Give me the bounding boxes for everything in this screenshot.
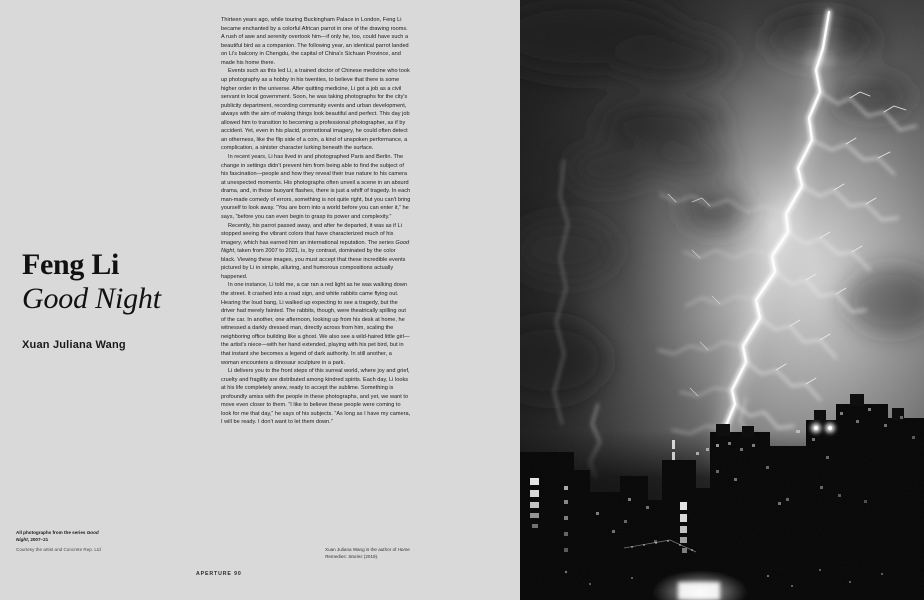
page-folio: APERTURE 90 bbox=[196, 571, 242, 577]
page-title-artist: Feng Li bbox=[22, 248, 120, 281]
title-block bbox=[22, 250, 212, 314]
credit-line-2-prefix: the series bbox=[63, 530, 87, 535]
page-title-series: Good Night bbox=[22, 281, 161, 315]
author-bio-book-title: Home Remedies: Stories bbox=[325, 547, 410, 560]
photograph-canvas bbox=[520, 0, 924, 600]
photograph-lightning-cityscape bbox=[520, 0, 924, 600]
article-paragraph: Li delivers you to the front steps of this surreal world, where joy and grief, cruelty and fragility are distributed among kindred spirits. Each day, Li looks at his life completely anew, ready to accept the sublime. Something is profoundly amiss with the people in these photographs, and yet, we want to move even closer to them. “I like to believe these people were coming to look for me that day,” he says of his subjects. “As long as I have my camera, I will be ready. I don't want to let them down.” bbox=[221, 368, 411, 426]
credit-series-title: Good Night bbox=[16, 530, 99, 543]
article-paragraph: In recent years, Li has lived in and photographed Paris and Berlin. The change in settings didn't prevent him from being able to find the subject of his fascination—people and how they reveal their true nature to his camera at unexpected moments. His photographs often unveil a scene in an absurd drama, and, in those buoyant flashes, there is just a whiff of tragedy. In each man-made comedy of errors, something is not quite right, but you can't bring yourself to look away. “You are born into a world before you can enter it,” he says, “before you can even begin to grasp its power and complexity.” bbox=[221, 154, 411, 220]
article-paragraph: Recently, his parrot passed away, and after he departed, it was as if Li stopped seeing the vibrant colors that have characterized much of his imagery, which has earned him an international reputation. The series Good Night, taken from 2007 to 2021, is, by contrast, dominated by the color black. Viewing these images, you must accept that these incredible events pictured by Li in simple, alluring, and humorous compositions actually happened. bbox=[221, 222, 410, 280]
author-bio-suffix: (2019). bbox=[362, 554, 379, 560]
author-bio-note bbox=[325, 546, 425, 561]
photo-credit-caption bbox=[16, 529, 112, 553]
credit-courtesy: Courtesy the artist and Concrete Rep. Ltd bbox=[16, 546, 101, 552]
series-title-inline: Good Night bbox=[221, 239, 410, 255]
article-paragraph: Thirteen years ago, while touring Buckingham Palace in London, Feng Li became enchanted by a colorful African parrot in one of the drawing rooms. A rush of awe and serenity overtook him—if only he, too, could have such a beautiful bird as a companion. The following year, an identical parrot landed on Li's balcony in Chengdu, the capital of China's Sichuan Province, and made his home there. bbox=[221, 17, 409, 66]
credit-comma: , bbox=[27, 537, 30, 543]
article-paragraph: In one instance, Li told me, a car ran a red light as he was walking down the street. It crashed into a road sign, and white rabbits came flying out. Hearing the loud bang, Li walked up expecting to see a tragedy, but the driver had merely fainted. The rabbits, though, were theatrically spilling out of the car. In another, one afternoon, looking up from his desk at home, he witnessed a darkly dressed man, directly across from him, scaling the neighboring office building like a ghost. We also see a wild-haired little girl—the artist's niece—with her hand extended, playing with his pet bird, but in that instant she becomes a legend of dark authority. In still another, a woman encounters a dinosaur sculpture in a park. bbox=[221, 282, 410, 366]
article-paragraph: Events such as this led Li, a trained doctor of Chinese medicine who took up photography as a hobby in his twenties, to believe that there is some higher order in the universe. After quitting medicine, Li got a job as a civil servant in local government. Soon, he was taking photographs for the city's publicity department, recording community events and urban development, always with the aim of making things look beautiful and perfect. This day job allowed him to transition to becoming a professional photographer, as if by accident. Yet, even in his placid, promotional imagery, he could often detect an otherness, like the flip side of a coin, a kind of unspoken performance, a complication, a sinister character lurking beneath the surface. bbox=[221, 68, 410, 152]
article-body bbox=[221, 16, 411, 427]
ground-light-source bbox=[678, 582, 720, 600]
author-bio-prefix: Xuan Juliana Wang is the author of bbox=[325, 547, 398, 552]
byline-author: Xuan Juliana Wang bbox=[22, 339, 126, 351]
credit-line-1: All photographs from bbox=[16, 530, 63, 535]
credit-years: 2007–21 bbox=[30, 537, 49, 543]
